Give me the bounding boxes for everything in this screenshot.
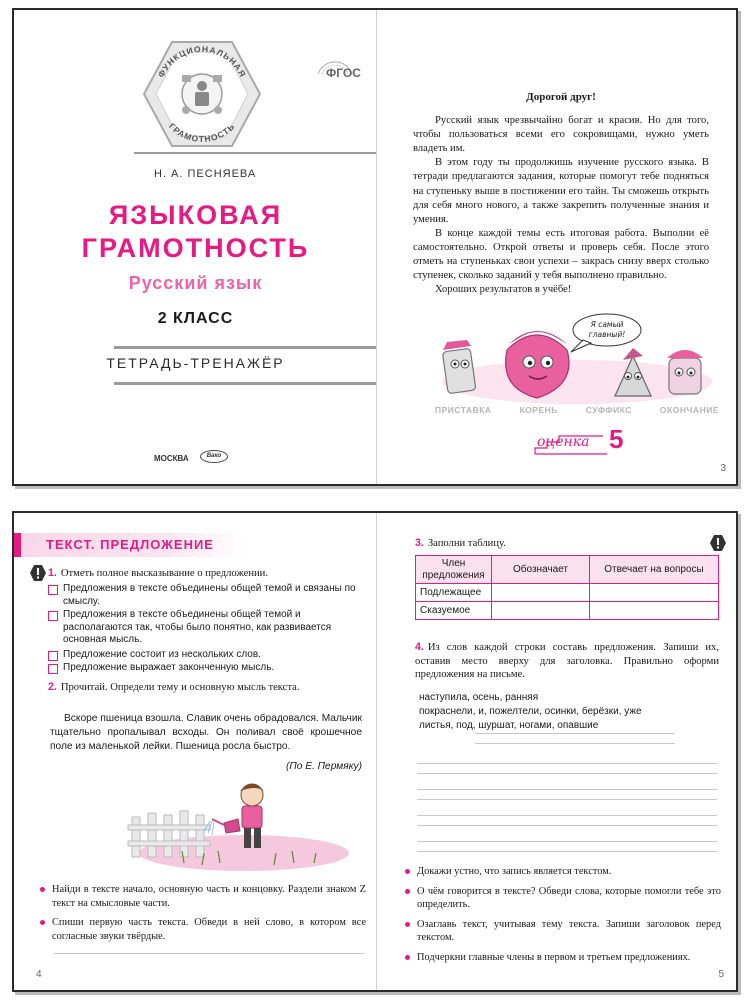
lesson-page-4	[14, 513, 377, 990]
letter-paragraph: Русский язык чрезвычайно богат и красив. Но для того, чтобы пользоваться всеми его сокровищами, нужно уметь владеть им.	[413, 115, 709, 155]
letter-body	[413, 90, 709, 297]
option-checkbox[interactable]	[48, 651, 58, 661]
bullet-dot	[405, 922, 410, 927]
table-header: Член предложения	[416, 556, 492, 584]
instruction-bullet	[403, 918, 721, 945]
table-cell-term: Сказуемое	[416, 602, 492, 620]
book-type: ТЕТРАДЬ-ТРЕНАЖЁР	[106, 355, 285, 371]
letter-paragraph: В конце каждой темы есть итоговая работа. Выполни её самостоятельно. Открой ответы и проверь себя. После этого отметь на ступеньках свои успехи – закрась снизу вверх столько ступенек, сколько заданий у тебя выполнено правильно.	[413, 227, 709, 282]
writing-line[interactable]	[417, 851, 717, 852]
page-number: 3	[720, 463, 726, 474]
instruction-bullet	[403, 951, 721, 965]
instruction-bullet	[38, 916, 366, 943]
task-number: 3.	[415, 537, 424, 549]
story-source: (По Е. Пермяку)	[285, 761, 362, 772]
task-2	[48, 681, 366, 695]
bullet-dot	[405, 955, 410, 960]
letter-paragraph: Хороших результатов в учёбе!	[435, 284, 572, 296]
logo-text-bottom: ГРАМОТНОСТЬ	[167, 121, 237, 145]
table-cell-blank[interactable]	[492, 602, 590, 620]
publisher-city: МОСКВА	[154, 454, 189, 463]
writing-line[interactable]	[417, 789, 717, 790]
fgos-label: ФГОС	[326, 66, 361, 80]
table-row	[416, 602, 719, 620]
boy-watering-illustration	[124, 775, 354, 875]
fill-in-table	[415, 555, 719, 620]
svg-text:Я самый: Я самый	[590, 320, 624, 329]
task-4	[415, 641, 719, 682]
table-header: Отвечает на вопросы	[590, 556, 719, 584]
bullet-dot	[40, 920, 45, 925]
option-checkbox[interactable]	[48, 585, 58, 595]
writing-line[interactable]	[475, 743, 675, 744]
bullet-dot	[405, 869, 410, 874]
option-4	[48, 662, 368, 675]
morpheme-label: СУФФИКС	[585, 405, 632, 415]
table-cell-blank[interactable]	[590, 602, 719, 620]
task-text: Отметь полное высказывание о предложении.	[60, 568, 268, 579]
option-text: Предложение выражает законченную мысль.	[63, 662, 275, 673]
grade-value: 5	[609, 424, 624, 454]
story-text: Вскоре пшеница взошла. Славик очень обрадовался. Мальчик тщательно пропалывал всходы. Он поливал своё крошечное поле из маленькой лейки. Пшеница росла быстро.	[50, 713, 362, 752]
table-cell-blank[interactable]	[590, 584, 719, 602]
divider	[134, 152, 377, 154]
task-text: Заполни таблицу.	[427, 538, 506, 549]
writing-line[interactable]	[54, 953, 364, 954]
reading-text	[50, 712, 362, 774]
instruction-text: Спиши первую часть текста. Обведи в ней слово, в котором все согласные звуки твёрдые.	[52, 917, 366, 942]
svg-text:главный!: главный!	[588, 330, 626, 339]
instruction-text: Докажи устно, что запись является текстом.	[417, 866, 612, 877]
task-4-instructions	[403, 865, 721, 971]
page-number: 4	[36, 969, 42, 980]
option-checkbox[interactable]	[48, 664, 58, 674]
book-subject: Русский язык	[128, 273, 263, 293]
functional-literacy-logo	[142, 40, 262, 148]
word-lines	[419, 691, 719, 733]
word-line: листья, под, шуршат, ногами, опавшие	[419, 720, 599, 731]
instruction-text: Подчеркни главные члены в первом и третьем предложениях.	[417, 951, 691, 963]
attention-icon	[30, 565, 46, 581]
morpheme-label: ОКОНЧАНИЕ	[659, 405, 719, 415]
option-text: Предложения в тексте объединены общей темой и связаны по смыслу.	[63, 583, 356, 607]
instruction-text: Озаглавь текст, учитывая тему текста. Запиши заголовок перед текстом.	[417, 918, 721, 944]
word-line: покраснели, и, пожелтели, осинки, берёзки, уже	[419, 706, 642, 717]
task-text: Из слов каждой строки составь предложения. Запиши их, оставив место вверху для заголовка. Правильно оформи предложения на письме.	[415, 642, 719, 681]
task-2-instructions	[38, 883, 366, 949]
table-header: Обозначает	[492, 556, 590, 584]
morpheme-labels	[435, 405, 719, 415]
bullet-dot	[405, 889, 410, 894]
option-text: Предложение состоит из нескольких слов.	[63, 649, 261, 660]
instruction-text: О чём говорится в тексте? Обведи слова, которые помогли тебе это определить.	[417, 885, 721, 911]
task-number: 1.	[48, 567, 57, 579]
spread-cover	[12, 8, 738, 486]
writing-line[interactable]	[417, 773, 717, 774]
task-text: Прочитай. Определи тему и основную мысль текста.	[60, 682, 300, 693]
task-1	[48, 567, 368, 581]
author-name: Н. А. ПЕСНЯЕВА	[154, 168, 257, 180]
morpheme-label: ПРИСТАВКА	[435, 405, 492, 415]
book-title-line1: ЯЗЫКОВАЯ	[108, 200, 283, 230]
bullet-dot	[40, 887, 45, 892]
divider	[114, 346, 377, 349]
instruction-text: Найди в тексте начало, основную часть и концовку. Раздели знаком Z текст на смысловые части.	[52, 884, 366, 909]
word-line: наступила, осень, ранняя	[419, 692, 539, 703]
writing-line[interactable]	[417, 799, 717, 800]
publisher-logo: Вако	[200, 450, 228, 463]
cover-page	[14, 10, 377, 484]
writing-line[interactable]	[417, 841, 717, 842]
instruction-bullet	[403, 865, 721, 879]
task-number: 2.	[48, 681, 57, 693]
writing-line[interactable]	[417, 825, 717, 826]
letter-paragraph: В этом году ты продолжишь изучение русского языка. В тетради предлагаются задания, которые помогут тебе подняться на ступеньку выше в постижении его тайн. Ты сможешь открыть для себя много нового, а также закрепить полученные знания и умения.	[413, 157, 709, 225]
book-title-line2: ГРАМОТНОСТЬ	[81, 233, 310, 263]
table-cell-term: Подлежащее	[416, 584, 492, 602]
grade-word: оценка	[537, 434, 590, 450]
attention-icon	[710, 535, 726, 551]
page-number: 5	[718, 969, 724, 980]
option-2	[48, 609, 368, 647]
instruction-bullet	[403, 885, 721, 912]
option-1	[48, 583, 368, 608]
option-text: Предложения в тексте объединены общей темой и располагаются так, чтобы было понятно, как развивается основная мысль.	[63, 609, 332, 646]
writing-line[interactable]	[417, 815, 717, 816]
table-row	[416, 584, 719, 602]
logo-text-top: ФУНКЦИОНАЛЬНАЯ	[155, 43, 249, 80]
divider	[114, 382, 377, 385]
section-title: ТЕКСТ. ПРЕДЛОЖЕНИЕ	[46, 537, 214, 552]
morpheme-mascots-illustration	[437, 310, 717, 410]
option-checkbox[interactable]	[48, 611, 58, 621]
writing-line[interactable]	[475, 733, 675, 734]
writing-line[interactable]	[417, 763, 717, 764]
book-grade: 2 КЛАСС	[157, 310, 234, 327]
letter-page	[377, 10, 738, 484]
table-cell-blank[interactable]	[492, 584, 590, 602]
lesson-page-5	[377, 513, 738, 990]
task-number: 4.	[415, 641, 424, 653]
morpheme-label: КОРЕНЬ	[519, 405, 558, 415]
option-3	[48, 649, 368, 662]
task-3	[415, 537, 695, 551]
spread-lesson	[12, 511, 738, 992]
instruction-bullet	[38, 883, 366, 910]
letter-heading: Дорогой друг!	[526, 91, 596, 103]
